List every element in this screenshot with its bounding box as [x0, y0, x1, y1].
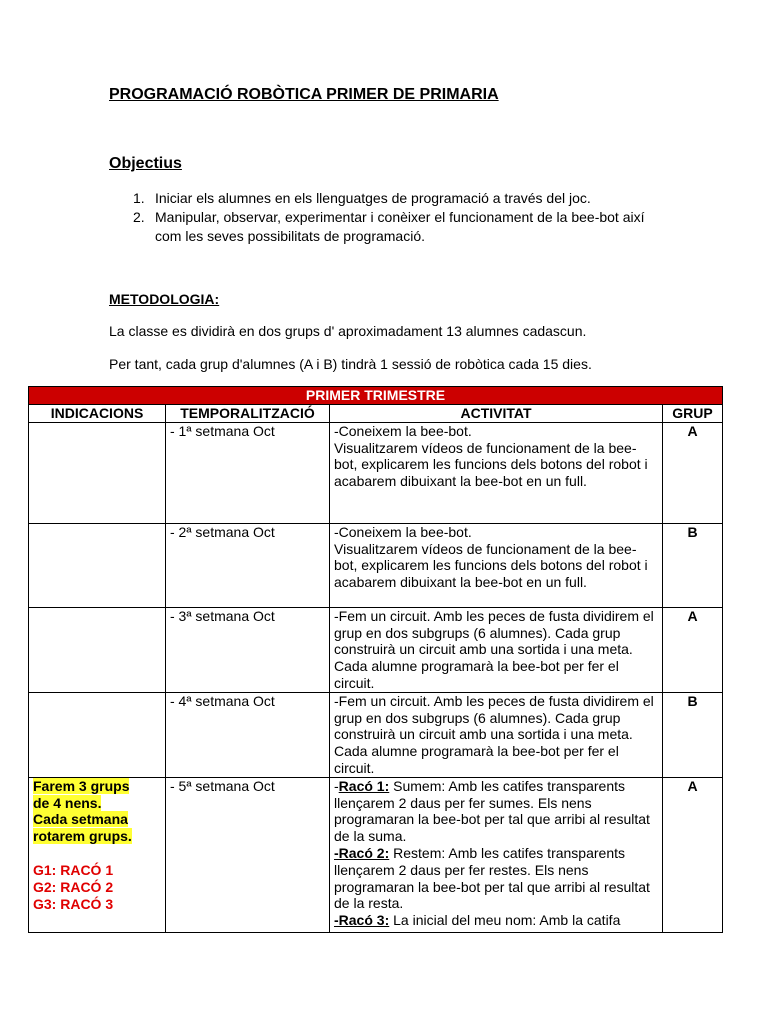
raco-3-description [334, 912, 658, 929]
column-header-row [29, 405, 723, 423]
activity-cell [330, 523, 663, 607]
indications-cell [29, 523, 166, 607]
raco-1-text: Sumem: Amb les catifes transparents llençarem 2 daus per fer sumes. Els nens programaran la bee-bot per tal que arribi al resultat de la suma. [334, 777, 650, 845]
raco-assignment: G3: RACÓ 3 [33, 895, 114, 912]
raco-1-description [334, 778, 658, 845]
group-cell: A [663, 607, 723, 692]
raco-3-label: -Racó 3: [334, 912, 390, 929]
group-cell: B [663, 692, 723, 777]
time-cell: - 2ª setmana Oct [166, 523, 330, 607]
activity-cell [330, 607, 663, 692]
column-header-activitat: ACTIVITAT [330, 405, 663, 423]
list-number: 2. [133, 209, 145, 225]
table-row [29, 692, 723, 777]
indications-cell [29, 777, 166, 932]
activity-description: Visualitzarem vídeos de funcionament de la bee-bot, explicarem les funcions dels botons del robot i acabarem dibuixant la bee-bot en un full. [334, 439, 648, 490]
activity-description: Visualitzarem vídeos de funcionament de la bee-bot, explicarem les funcions dels botons del robot i acabarem dibuixant la bee-bot en un full. [334, 540, 648, 591]
raco-assignment: G2: RACÓ 2 [33, 878, 114, 895]
list-item [109, 208, 669, 246]
table-row [29, 422, 723, 523]
activity-cell [330, 422, 663, 523]
group-cell: B [663, 523, 723, 607]
raco-2-label: -Racó 2: [334, 844, 390, 861]
schedule-table [28, 386, 723, 933]
table-row [29, 523, 723, 607]
grouping-note: rotarem grups. [33, 828, 132, 845]
activity-cell [330, 692, 663, 777]
trimester-header-row [29, 387, 723, 405]
raco-assignment: G1: RACÓ 1 [33, 861, 114, 878]
time-cell: - 4ª setmana Oct [166, 692, 330, 777]
raco-2-description [334, 845, 658, 912]
grouping-note: de 4 nens. [33, 794, 102, 811]
metodologia-paragraph: Per tant, cada grup d'alumnes (A i B) tindrà 1 sessió de robòtica cada 15 dies. [109, 356, 592, 372]
column-header-temporalitzacio: TEMPORALITZACIÓ [166, 405, 330, 423]
column-header-grup: GRUP [663, 405, 723, 423]
time-cell: - 3ª setmana Oct [166, 607, 330, 692]
raco-2-text: Restem: Amb les catifes transparents llençarem 2 daus per fer restes. Els nens programaran la bee-bot per tal que arribi al resultat de la resta. [334, 844, 650, 912]
list-item-text: Manipular, observar, experimentar i conèixer el funcionament de la bee-bot així com les seves possibilitats de programació. [155, 209, 645, 244]
raco-prefix: - [334, 777, 339, 794]
metodologia-heading: METODOLOGIA: [109, 291, 220, 307]
list-number: 1. [133, 190, 145, 206]
page-title: PROGRAMACIÓ ROBÒTICA PRIMER DE PRIMARIA [109, 86, 499, 103]
objectives-list [109, 189, 669, 246]
activity-title: -Coneixem la bee-bot. [334, 523, 472, 540]
grouping-note: Cada setmana [33, 811, 128, 828]
indications-cell [29, 607, 166, 692]
group-cell: A [663, 777, 723, 932]
time-cell: - 1ª setmana Oct [166, 422, 330, 523]
group-cell: A [663, 422, 723, 523]
activity-cell [330, 777, 663, 932]
indications-cell [29, 692, 166, 777]
activity-description: -Fem un circuit. Amb les peces de fusta dividirem el grup en dos subgrups (6 alumnes). Cada grup construirà un circuit amb una sortida i una meta. Cada alumne programarà la bee-bot per fer el circuit. [334, 607, 654, 691]
raco-3-text: La inicial del meu nom: Amb la catifa [389, 912, 621, 929]
column-header-indicacions: INDICACIONS [29, 405, 166, 423]
time-cell: - 5ª setmana Oct [166, 777, 330, 932]
list-item [109, 189, 669, 208]
grouping-note: Farem 3 grups [33, 777, 130, 794]
indications-cell [29, 422, 166, 523]
table-row [29, 607, 723, 692]
activity-description: -Fem un circuit. Amb les peces de fusta dividirem el grup en dos subgrups (6 alumnes). Cada grup construirà un circuit amb una sortida i una meta. Cada alumne programarà la bee-bot per fer el circuit. [334, 692, 654, 776]
metodologia-paragraph: La classe es dividirà en dos grups d' aproximadament 13 alumnes cadascun. [109, 323, 587, 339]
table-row [29, 777, 723, 932]
objectius-heading: Objectius [109, 155, 182, 172]
raco-1-label: Racó 1: [338, 777, 390, 794]
trimester-title: PRIMER TRIMESTRE [29, 387, 723, 405]
activity-title: -Coneixem la bee-bot. [334, 422, 472, 439]
list-item-text: Iniciar els alumnes en els llenguatges de programació a través del joc. [155, 190, 591, 206]
